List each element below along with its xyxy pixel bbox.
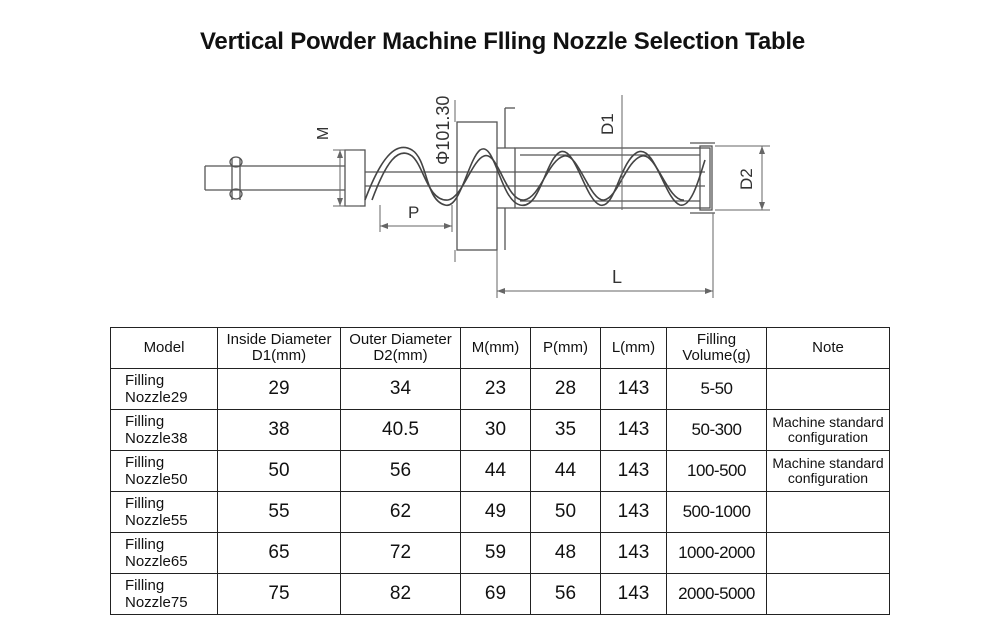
table-header-row [111,328,890,369]
selection-table [110,327,890,615]
m-cell: 69 [461,574,531,615]
col-header: Filling Volume(g) [667,328,767,369]
model-cell: Filling Nozzle65 [111,533,218,574]
label-l: L [612,267,623,287]
col-header: M(mm) [461,328,531,369]
m-cell: 44 [461,451,531,492]
table-row [111,574,890,615]
d1-cell: 50 [218,451,341,492]
col-header: Outer Diameter D2(mm) [341,328,461,369]
d1-cell: 65 [218,533,341,574]
volume-cell: 1000-2000 [667,533,767,574]
d1-cell: 75 [218,574,341,615]
label-d1: D1 [598,113,617,135]
d2-cell: 34 [341,369,461,410]
label-d2: D2 [737,168,756,190]
label-phi: Φ101.30 [433,95,453,165]
table-row [111,492,890,533]
m-cell: 30 [461,410,531,451]
note-cell [767,492,890,533]
d2-cell: 62 [341,492,461,533]
note-cell [767,533,890,574]
table-row [111,410,890,451]
note-cell [767,369,890,410]
l-cell: 143 [601,410,667,451]
volume-cell: 2000-5000 [667,574,767,615]
col-header: Inside Diameter D1(mm) [218,328,341,369]
note-cell [767,574,890,615]
nozzle-diagram [0,70,1005,320]
m-cell: 49 [461,492,531,533]
d2-cell: 82 [341,574,461,615]
model-cell: Filling Nozzle29 [111,369,218,410]
model-cell: Filling Nozzle38 [111,410,218,451]
volume-cell: 50-300 [667,410,767,451]
p-cell: 44 [531,451,601,492]
l-cell: 143 [601,492,667,533]
auger-spiral [365,147,705,205]
d1-cell: 29 [218,369,341,410]
p-cell: 50 [531,492,601,533]
p-cell: 28 [531,369,601,410]
table-row [111,369,890,410]
d1-cell: 38 [218,410,341,451]
d2-cell: 40.5 [341,410,461,451]
p-cell: 48 [531,533,601,574]
shaft-step [345,150,365,206]
col-header: L(mm) [601,328,667,369]
volume-cell: 500-1000 [667,492,767,533]
model-cell: Filling Nozzle50 [111,451,218,492]
p-cell: 56 [531,574,601,615]
d2-cell: 56 [341,451,461,492]
note-cell: Machine standard configuration [767,410,890,451]
volume-cell: 5-50 [667,369,767,410]
note-cell: Machine standard configuration [767,451,890,492]
col-header: Note [767,328,890,369]
m-cell: 59 [461,533,531,574]
col-header: P(mm) [531,328,601,369]
label-p: P [408,203,420,222]
l-cell: 143 [601,533,667,574]
l-cell: 143 [601,451,667,492]
d2-cell: 72 [341,533,461,574]
l-cell: 143 [601,369,667,410]
model-cell: Filling Nozzle75 [111,574,218,615]
page-title: Vertical Powder Machine Flling Nozzle Selection Table [199,28,806,55]
volume-cell: 100-500 [667,451,767,492]
model-cell: Filling Nozzle55 [111,492,218,533]
label-m: M [315,126,332,140]
p-cell: 35 [531,410,601,451]
l-cell: 143 [601,574,667,615]
col-header: Model [111,328,218,369]
table-row [111,533,890,574]
table-row [111,451,890,492]
m-cell: 23 [461,369,531,410]
d1-cell: 55 [218,492,341,533]
